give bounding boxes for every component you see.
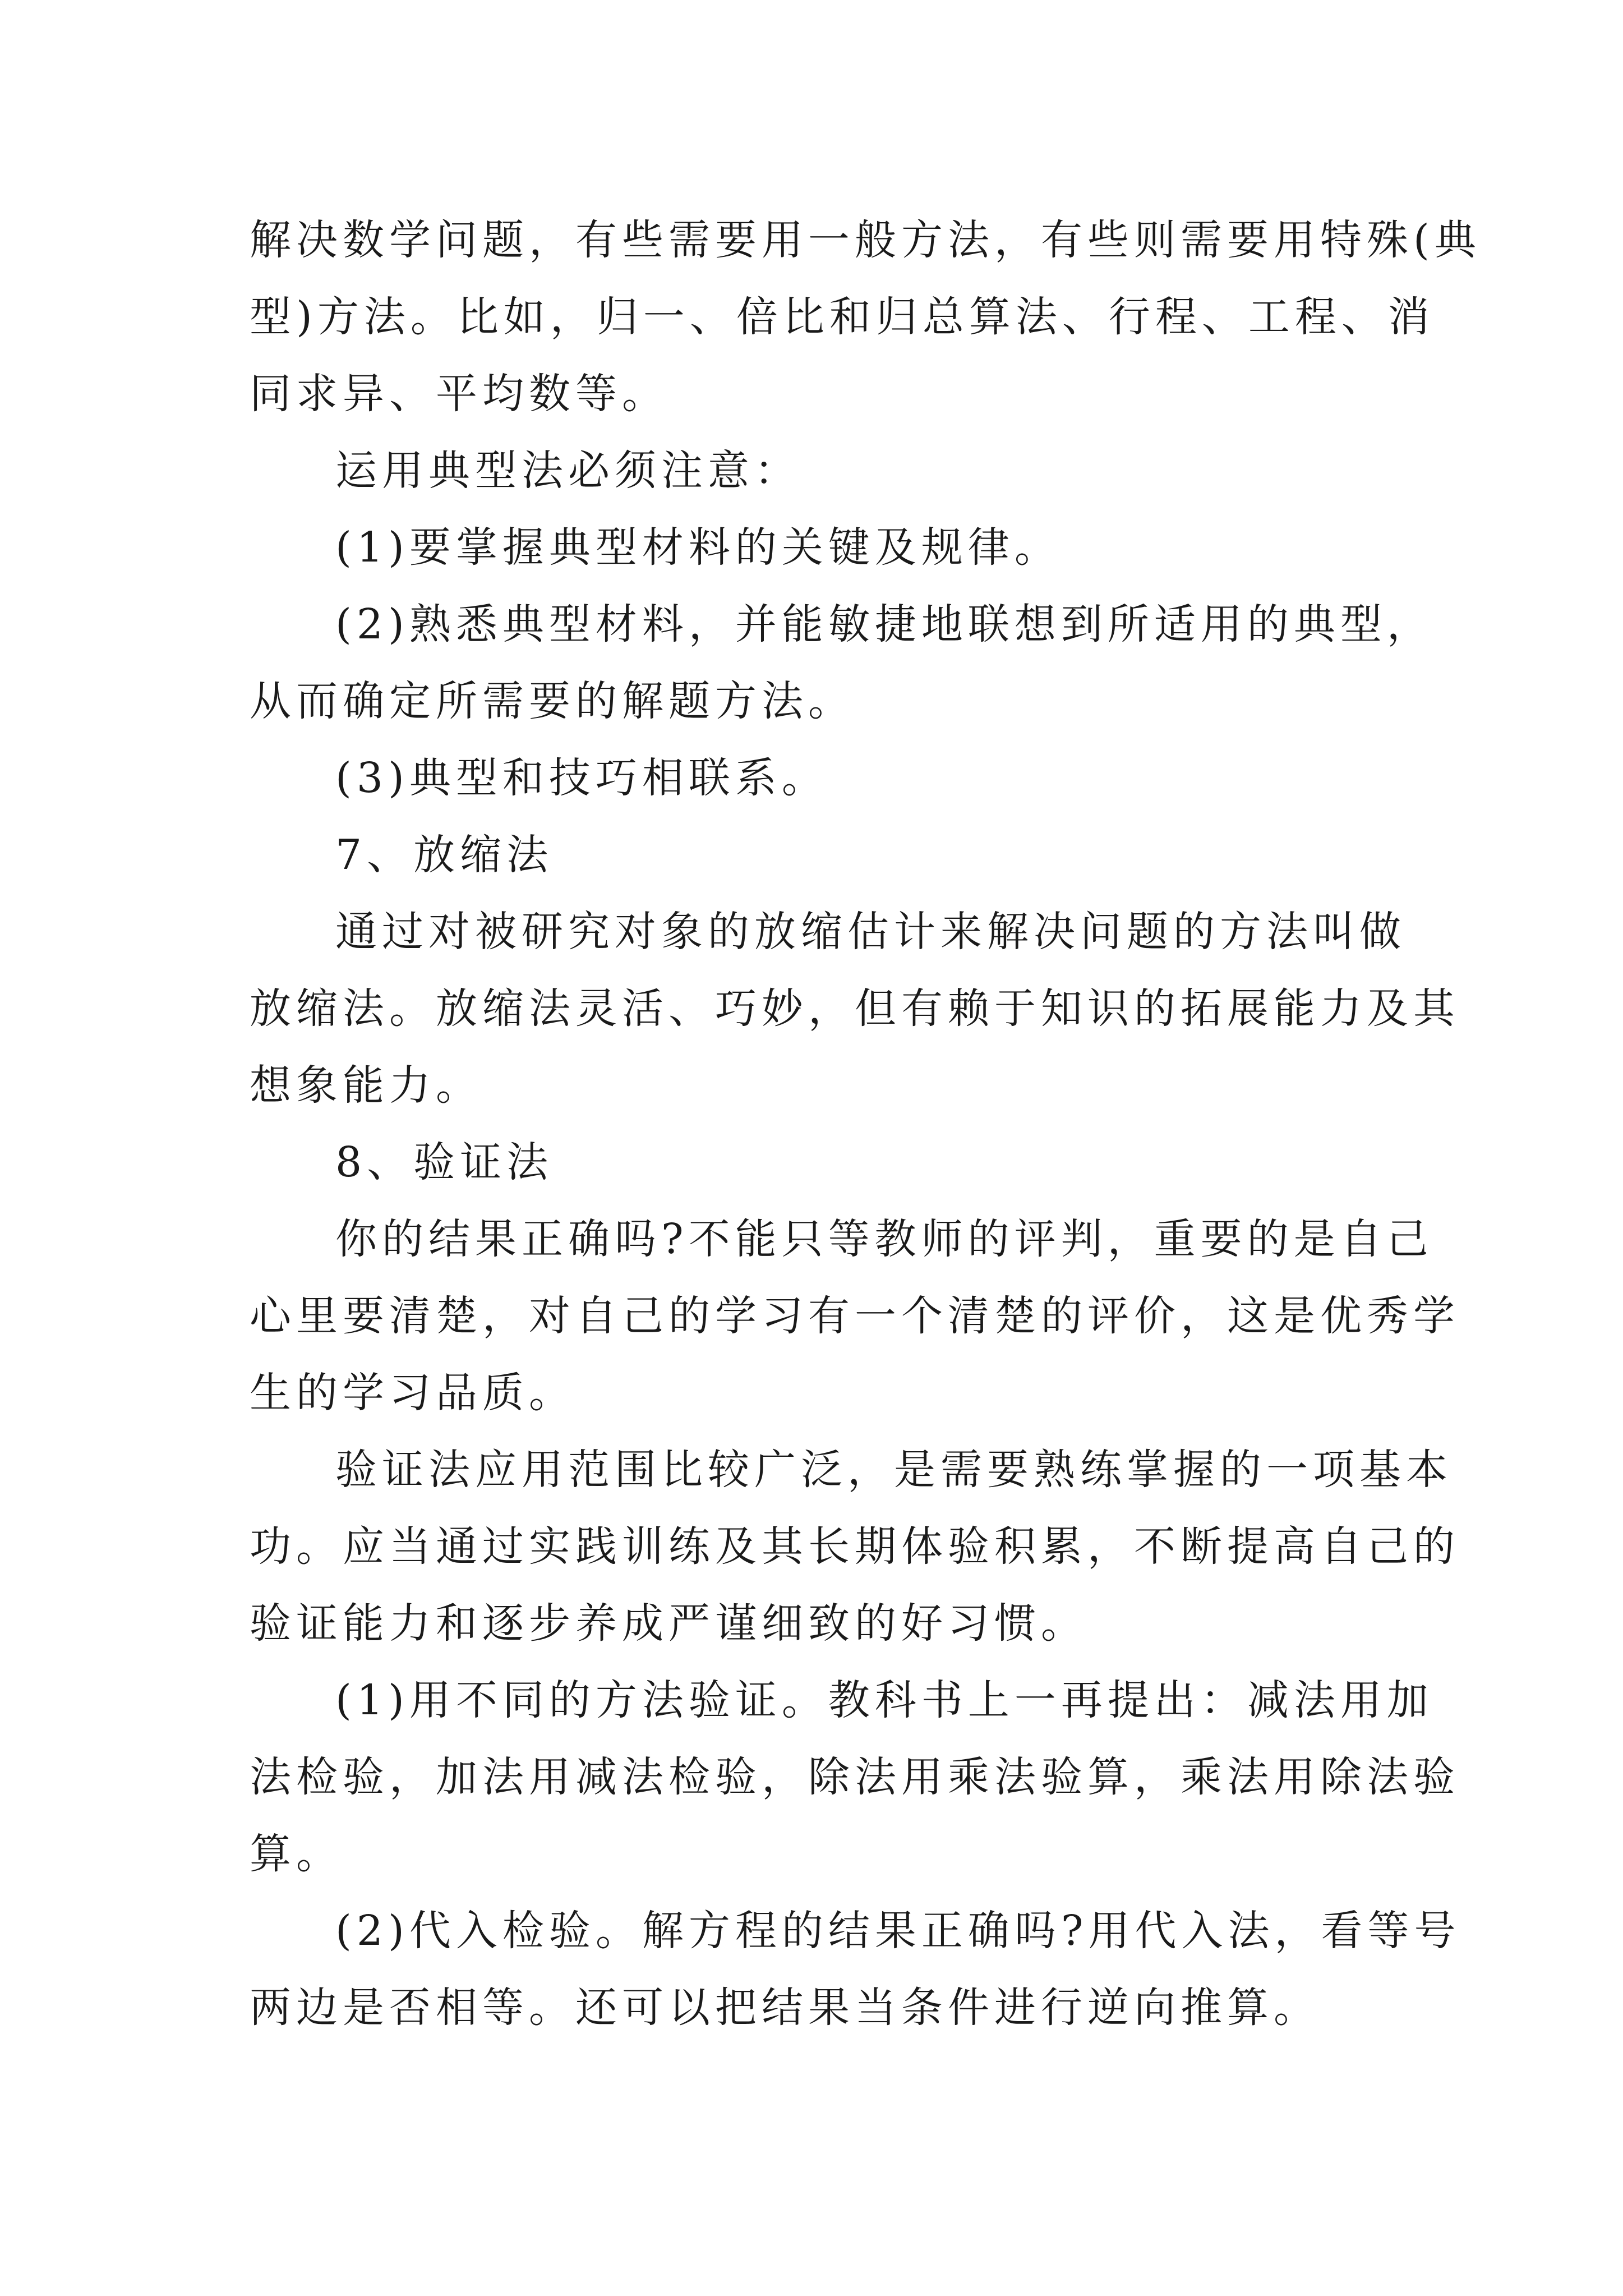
text-line: (2)代入检验。解方程的结果正确吗?用代入法，看等号 <box>335 1907 1461 1955</box>
text-line: 验证法应用范围比较广泛，是需要熟练掌握的一项基本 <box>335 1446 1453 1494</box>
text-line: 你的结果正确吗?不能只等教师的评判，重要的是自己 <box>335 1215 1433 1263</box>
text-line: 验证能力和逐步养成严谨细致的好习惯。 <box>250 1599 1087 1648</box>
section-heading: 7、放缩法 <box>335 831 554 879</box>
text-line: 生的学习品质。 <box>250 1369 575 1417</box>
text-line: 运用典型法必须注意： <box>335 447 801 495</box>
text-line: 两边是否相等。还可以把结果当条件进行逆向推算。 <box>250 1984 1320 2032</box>
text-line: 心里要清楚，对自己的学习有一个清楚的评价，这是优秀学 <box>250 1292 1460 1340</box>
text-line: 解决数学问题，有些需要用一般方法，有些则需要用特殊(典 <box>250 216 1481 264</box>
section-heading: 8、验证法 <box>335 1138 554 1186</box>
text-line: (3)典型和技巧相联系。 <box>335 754 828 802</box>
text-line: (2)熟悉典型材料，并能敏捷地联想到所适用的典型， <box>335 600 1433 648</box>
text-line: 功。应当通过实践训练及其长期体验积累，不断提高自己的 <box>250 1522 1460 1571</box>
text-line: 算。 <box>250 1830 343 1878</box>
text-line: 想象能力。 <box>250 1061 482 1110</box>
text-line: 通过对被研究对象的放缩估计来解决问题的方法叫做 <box>335 908 1406 956</box>
text-line: 型)方法。比如，归一、倍比和归总算法、行程、工程、消 <box>250 293 1435 341</box>
text-line: 法检验，加法用减法检验，除法用乘法验算，乘法用除法验 <box>250 1753 1460 1801</box>
text-line: 放缩法。放缩法灵活、巧妙，但有赖于知识的拓展能力及其 <box>250 984 1460 1033</box>
text-line: 同求异、平均数等。 <box>250 370 668 418</box>
text-line: (1)用不同的方法验证。教科书上一再提出：减法用加 <box>335 1676 1433 1724</box>
text-line: 从而确定所需要的解题方法。 <box>250 677 855 725</box>
document-body <box>250 202 1481 2046</box>
text-line: (1)要掌握典型材料的关键及规律。 <box>335 523 1061 572</box>
